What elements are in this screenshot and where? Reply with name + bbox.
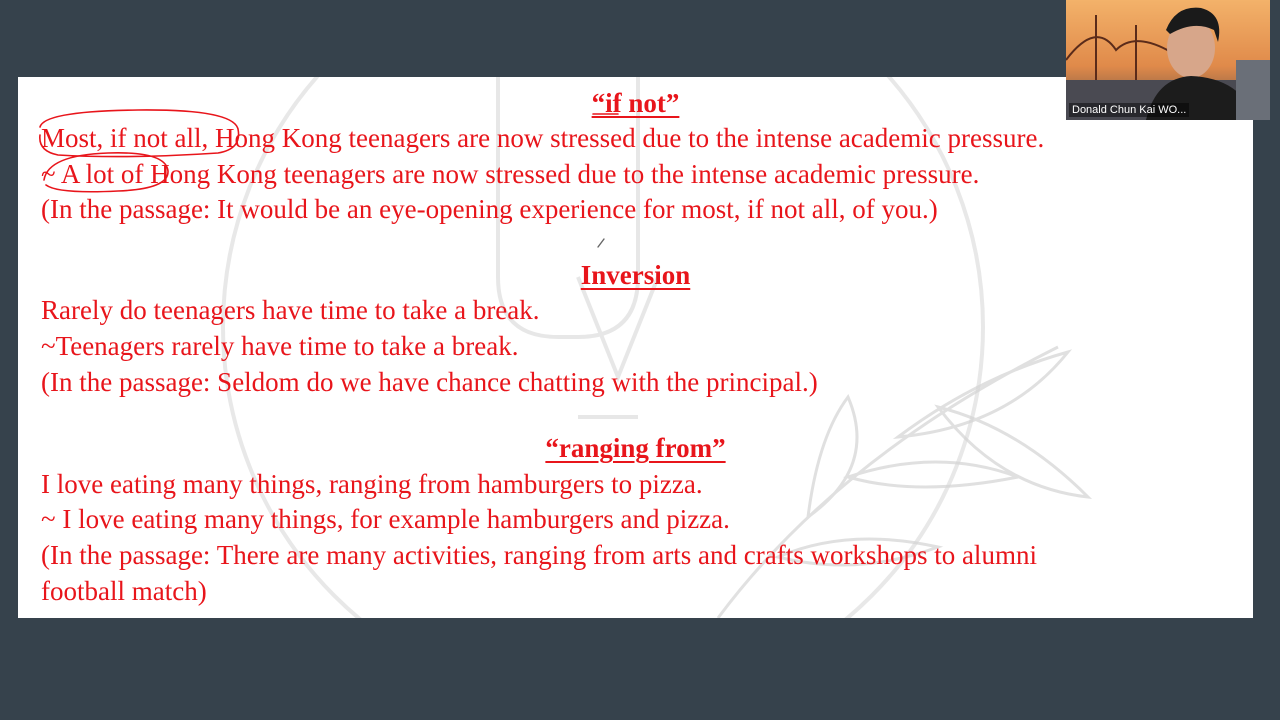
passage-sentence-continued: football match) <box>41 576 207 606</box>
passage-sentence: (In the passage: It would be an eye-opening experience for most, if not all, of you.) <box>41 194 938 224</box>
example-sentence: Rarely do teenagers have time to take a break. <box>41 295 540 325</box>
participant-video-feed <box>1066 0 1270 120</box>
passage-sentence: (In the passage: There are many activities, ranging from arts and crafts workshops to alumni <box>41 540 1037 570</box>
pen-cursor <box>598 239 604 247</box>
example-sentence: I love eating many things, ranging from hamburgers to pizza. <box>41 469 703 499</box>
paraphrase-sentence: ~ A lot of Hong Kong teenagers are now stressed due to the intense academic pressure. <box>41 159 980 189</box>
participant-video-tile[interactable] <box>1066 0 1270 120</box>
slide <box>18 77 1253 618</box>
paraphrase-sentence: ~Teenagers rarely have time to take a break. <box>41 331 519 361</box>
section-heading-ranging-from: “ranging from” <box>545 433 726 463</box>
paraphrase-sentence: ~ I love eating many things, for example hamburgers and pizza. <box>41 504 730 534</box>
passage-sentence: (In the passage: Seldom do we have chance chatting with the principal.) <box>41 367 818 397</box>
example-sentence: Most, if not all, Hong Kong teenagers are now stressed due to the intense academic pressure. <box>41 123 1045 153</box>
participant-name: Donald Chun Kai WO... <box>1069 103 1189 117</box>
section-heading-if-not: “if not” <box>591 88 680 118</box>
section-heading-inversion: Inversion <box>580 260 691 290</box>
